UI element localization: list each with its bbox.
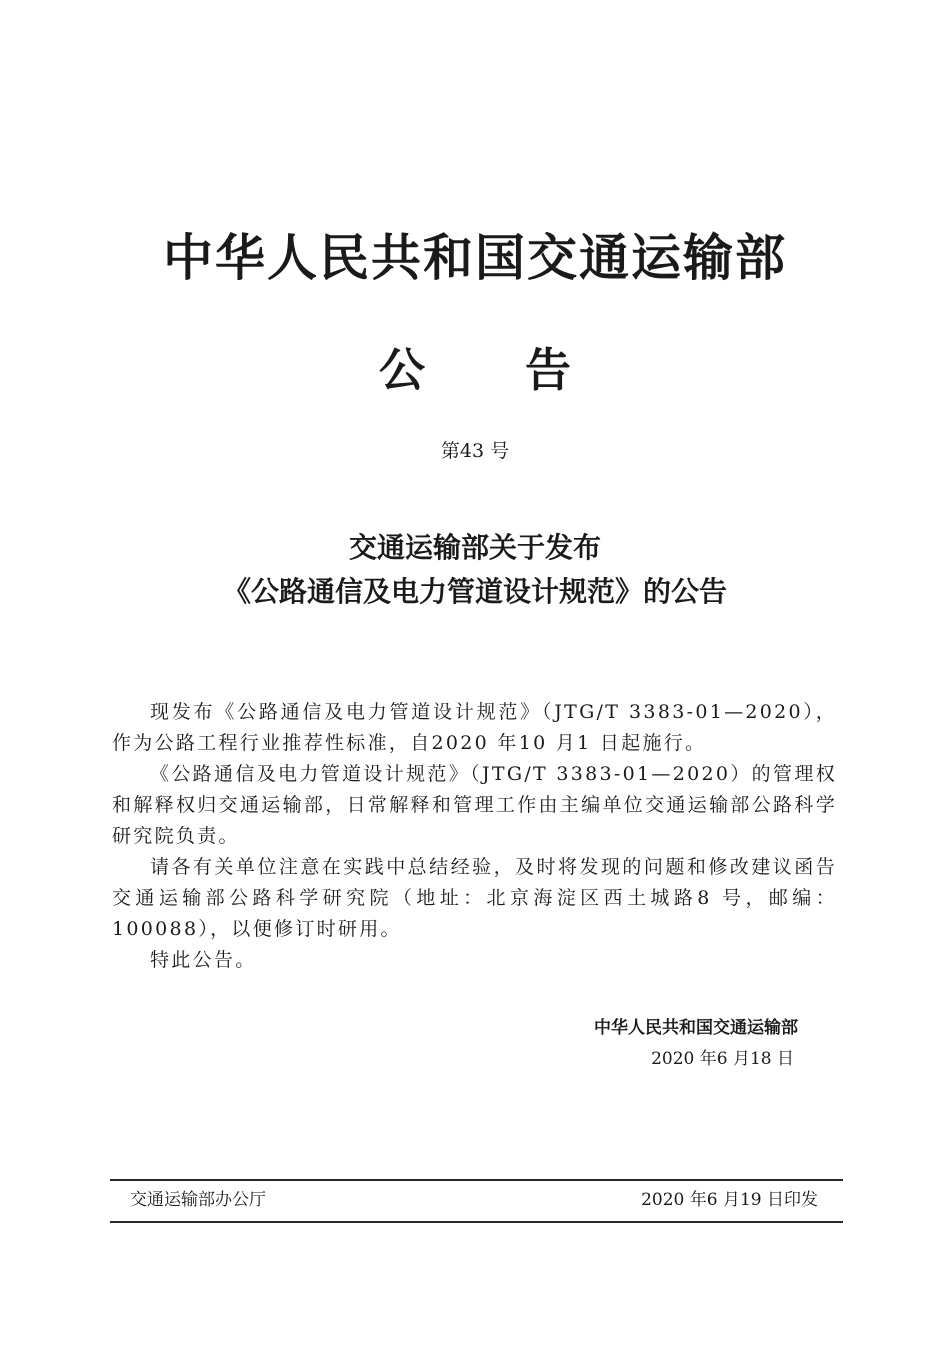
ministry-name: 中华人民共和国交通运输部 [163,229,787,287]
document-type-char-2: 告 [525,343,571,397]
body-paragraph: 特此公告。 [150,949,257,971]
body-paragraph: 《公路通信及电力管道设计规范》（JTG/T 3383-01—2020）的管理权和解释权归交通运输部，日常解释和管理工作由主编单位交通运输部公路科学研究院负责。 [112,763,837,847]
document-type-heading [0,335,950,405]
signature-block [594,1013,798,1075]
footer-top-rule [110,1179,843,1181]
footer-bottom-rule [110,1221,843,1223]
announcement-body [112,697,837,976]
body-paragraph: 请各有关单位注意在实践中总结经验，及时将发现的问题和修改建议函告交通运输部公路科学研究院（地址：北京海淀区西土城路8 号，邮编：100088），以便修订时研用。 [112,856,837,940]
announcement-title-line-2: 《公路通信及电力管道设计规范》的公告 [222,575,727,608]
signature-date: 2020 年6 月18 日 [651,1049,794,1069]
announcement-title [0,526,950,614]
footer-issuer: 交通运输部办公厅 [130,1190,266,1210]
signature-organization: 中华人民共和国交通运输部 [594,1018,798,1038]
footer-print-date: 2020 年6 月19 日印发 [641,1190,818,1210]
body-paragraph: 现发布《公路通信及电力管道设计规范》（JTG/T 3383-01—2020），作为公路工程行业推荐性标准，自2020 年10 月1 日起施行。 [112,701,837,754]
document-type-char-1: 公 [379,343,425,397]
announcement-number: 第43 号 [440,440,510,462]
footer [130,1185,818,1215]
announcement-title-line-1: 交通运输部关于发布 [348,531,601,564]
